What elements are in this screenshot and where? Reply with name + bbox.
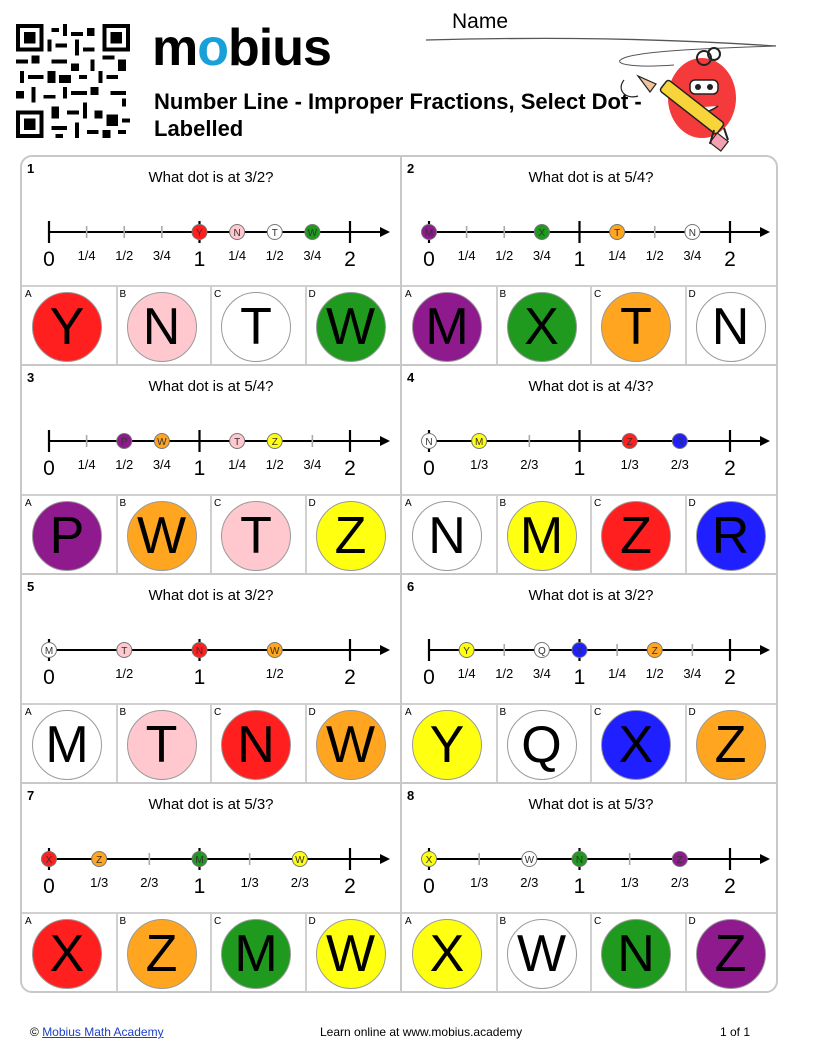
tick-label: 1/4: [457, 666, 476, 681]
dot-letter: Z: [651, 646, 658, 657]
number-line-arrow: [760, 436, 770, 446]
option-label: C: [214, 498, 222, 509]
tick-label: 2/3: [290, 875, 309, 890]
tick-label: 1/3: [470, 875, 489, 890]
option-divider: [590, 287, 592, 364]
option-letter-circle: Z: [127, 919, 197, 989]
tick-label: 1: [193, 248, 206, 271]
worksheet-grid: [20, 155, 778, 993]
option-letter-circle: W: [127, 501, 197, 571]
answer-option[interactable]: [686, 496, 779, 573]
tick-label: 2/3: [140, 875, 159, 890]
problem-number: 6: [407, 579, 415, 594]
option-label: A: [25, 498, 32, 509]
tick-label: 1/3: [620, 457, 639, 472]
number-line-arrow: [380, 854, 390, 864]
tick-label: 1/2: [115, 457, 134, 472]
tick-label: 1/2: [645, 248, 664, 263]
option-label: D: [308, 916, 316, 927]
tick-label: 1/4: [608, 666, 627, 681]
tick-label: 3/4: [683, 248, 702, 263]
tick-label: 2: [344, 875, 356, 898]
number-line-arrow: [760, 645, 770, 655]
number-line: [402, 623, 778, 689]
answer-option[interactable]: [306, 496, 400, 573]
mascot-pencil-character: [616, 40, 746, 160]
dot-letter: Y: [196, 228, 203, 239]
number-line: [22, 623, 400, 689]
option-letter-circle: T: [221, 501, 291, 571]
page-title: Number Line - Improper Fractions, Select Dot - Labelled: [154, 89, 642, 141]
answer-option[interactable]: [591, 705, 685, 782]
dot-letter: M: [474, 437, 484, 448]
number-line-arrow: [760, 227, 770, 237]
problem-number: 5: [27, 579, 35, 594]
dot-letter: Y: [463, 646, 470, 657]
mobius-logo: mobius: [152, 19, 331, 77]
dot-letter: T: [271, 228, 278, 239]
option-label: B: [119, 916, 127, 927]
dot-letter: W: [270, 646, 280, 657]
tick-label: 0: [423, 248, 435, 271]
tick-label: 2: [724, 248, 736, 271]
option-letter-circle: W: [316, 710, 386, 780]
problem-number: 1: [27, 161, 35, 176]
tick-label: 3/4: [683, 666, 702, 681]
option-label: C: [594, 707, 602, 718]
answer-option[interactable]: [591, 496, 685, 573]
dot-letter: P: [120, 437, 128, 448]
tick-label: 0: [423, 666, 435, 689]
option-label: D: [308, 707, 316, 718]
tick-label: 2: [724, 666, 736, 689]
option-divider: [685, 496, 687, 573]
answer-option[interactable]: [591, 914, 685, 991]
option-label: C: [214, 289, 222, 300]
footer-academy-link[interactable]: Mobius Math Academy: [42, 1025, 164, 1039]
option-divider: [590, 705, 592, 782]
tick-label: 1/3: [90, 875, 109, 890]
tick-label: 1/4: [77, 248, 96, 263]
option-divider: [496, 496, 498, 573]
tick-label: 2/3: [520, 457, 539, 472]
dot-letter: W: [307, 228, 318, 239]
tick-label: 2: [724, 457, 736, 480]
answer-option[interactable]: [22, 287, 116, 364]
option-label: D: [688, 289, 696, 300]
option-letter-circle: W: [507, 919, 577, 989]
tick-label: 1: [193, 875, 206, 898]
option-label: B: [499, 498, 507, 509]
option-divider: [210, 496, 212, 573]
problem-question: What dot is at 3/2?: [148, 587, 274, 604]
option-letter-circle: N: [696, 292, 766, 362]
dot-letter: X: [538, 228, 546, 239]
tick-label: 0: [43, 248, 55, 271]
tick-label: 1/3: [240, 875, 259, 890]
answer-option[interactable]: [497, 496, 591, 573]
tick-label: 1/2: [265, 666, 284, 681]
tick-label: 1/4: [608, 248, 627, 263]
option-divider: [210, 287, 212, 364]
answer-option[interactable]: [686, 914, 779, 991]
number-line: [22, 414, 400, 480]
dot-letter: Z: [626, 437, 633, 448]
tick-label: 2: [344, 457, 356, 480]
tick-label: 1/4: [228, 457, 247, 472]
tick-label: 1/2: [495, 248, 514, 263]
tick-label: 3/4: [532, 248, 551, 263]
dot-letter: M: [424, 228, 434, 239]
problem-number: 8: [407, 788, 415, 803]
answer-option[interactable]: [117, 287, 211, 364]
tick-label: 1/4: [77, 457, 96, 472]
problem-card: [22, 366, 400, 575]
answer-option[interactable]: [306, 287, 400, 364]
tick-label: 1/2: [115, 248, 134, 263]
option-letter-circle: Z: [601, 501, 671, 571]
problem-card: [22, 575, 400, 784]
answer-option[interactable]: [686, 705, 779, 782]
footer-page-number: 1 of 1: [720, 1025, 751, 1039]
tick-label: 3/4: [303, 457, 322, 472]
option-letter-circle: M: [412, 292, 482, 362]
dot-letter: X: [45, 855, 53, 866]
problem-card: [22, 157, 400, 366]
answer-option[interactable]: [211, 914, 305, 991]
option-label: A: [405, 916, 412, 927]
problem-question: What dot is at 5/4?: [148, 378, 274, 395]
dot-letter: R: [676, 437, 684, 448]
dot-letter: Z: [96, 855, 103, 866]
option-letter-circle: X: [32, 919, 102, 989]
dot-letter: X: [576, 646, 583, 657]
tick-label: 2: [724, 875, 736, 898]
option-letter-circle: W: [316, 292, 386, 362]
option-label: D: [688, 498, 696, 509]
option-label: A: [25, 289, 32, 300]
number-line: [402, 205, 778, 271]
option-letter-circle: Z: [696, 919, 766, 989]
option-label: A: [405, 289, 412, 300]
answer-option[interactable]: [211, 287, 305, 364]
qr-code: [16, 24, 130, 138]
option-letter-circle: Z: [696, 710, 766, 780]
option-label: D: [688, 707, 696, 718]
answer-option[interactable]: [117, 496, 211, 573]
dot-letter: X: [425, 855, 433, 866]
tick-label: 0: [423, 875, 435, 898]
option-label: C: [594, 916, 602, 927]
option-divider: [496, 914, 498, 991]
tick-label: 0: [43, 666, 55, 689]
option-divider: [685, 914, 687, 991]
dot-letter: N: [575, 855, 584, 866]
number-line-arrow: [380, 436, 390, 446]
option-letter-circle: X: [601, 710, 671, 780]
answer-option[interactable]: [497, 705, 591, 782]
tick-label: 1/2: [265, 457, 284, 472]
option-label: C: [594, 498, 602, 509]
answer-option[interactable]: [497, 287, 591, 364]
tick-label: 3/4: [532, 666, 551, 681]
option-label: B: [119, 707, 127, 718]
option-letter-circle: Q: [507, 710, 577, 780]
option-letter-circle: T: [601, 292, 671, 362]
problem-question: What dot is at 5/3?: [148, 796, 274, 813]
answer-option[interactable]: [211, 496, 305, 573]
number-line-arrow: [380, 227, 390, 237]
problem-number: 2: [407, 161, 415, 176]
problem-question: What dot is at 3/2?: [528, 587, 654, 604]
option-label: A: [25, 707, 32, 718]
problem-card: [402, 575, 778, 784]
number-line: [22, 832, 400, 898]
tick-label: 1/4: [228, 248, 247, 263]
option-letter-circle: N: [601, 919, 671, 989]
tick-label: 3/4: [152, 457, 171, 472]
dot-letter: Q: [537, 646, 546, 657]
dot-letter: W: [524, 855, 535, 866]
answer-option[interactable]: [402, 287, 496, 364]
problem-card: [402, 157, 778, 366]
option-divider: [685, 705, 687, 782]
tick-label: 0: [423, 457, 435, 480]
answer-option[interactable]: [22, 496, 116, 573]
footer-copyright: © Mobius Math Academy: [30, 1025, 164, 1039]
option-letter-circle: N: [221, 710, 291, 780]
tick-label: 2: [344, 666, 356, 689]
tick-label: 0: [43, 457, 55, 480]
tick-label: 1: [193, 457, 206, 480]
answer-option[interactable]: [497, 914, 591, 991]
option-divider: [496, 287, 498, 364]
dot-letter: T: [121, 646, 128, 657]
tick-label: 2/3: [670, 457, 689, 472]
option-label: B: [499, 916, 507, 927]
dot-letter: N: [425, 437, 433, 448]
tick-label: 3/4: [303, 248, 322, 263]
answer-option[interactable]: [591, 287, 685, 364]
problem-card: [402, 366, 778, 575]
answer-option[interactable]: [22, 914, 116, 991]
tick-label: 1/2: [115, 666, 134, 681]
tick-label: 1/2: [645, 666, 664, 681]
option-letter-circle: X: [507, 292, 577, 362]
problem-number: 3: [27, 370, 35, 385]
number-line: [22, 205, 400, 271]
tick-label: 2/3: [670, 875, 689, 890]
option-label: B: [499, 707, 507, 718]
problem-number: 4: [407, 370, 415, 385]
option-letter-circle: Z: [316, 501, 386, 571]
answer-option[interactable]: [402, 914, 496, 991]
option-divider: [305, 705, 307, 782]
name-label: Name: [452, 10, 509, 33]
dot-letter: N: [195, 646, 204, 657]
dot-letter: W: [157, 437, 167, 448]
option-letter-circle: R: [696, 501, 766, 571]
number-line-arrow: [760, 854, 770, 864]
option-divider: [305, 496, 307, 573]
option-label: A: [25, 916, 32, 927]
option-letter-circle: T: [221, 292, 291, 362]
answer-option[interactable]: [306, 705, 400, 782]
number-line-arrow: [380, 645, 390, 655]
option-letter-circle: Y: [412, 710, 482, 780]
number-line: [402, 832, 778, 898]
answer-option[interactable]: [211, 705, 305, 782]
option-label: D: [308, 289, 316, 300]
answer-option[interactable]: [686, 287, 779, 364]
answer-option[interactable]: [402, 496, 496, 573]
dot-letter: T: [614, 228, 621, 239]
option-label: C: [214, 916, 222, 927]
option-letter-circle: N: [412, 501, 482, 571]
option-label: D: [308, 498, 316, 509]
dot-letter: N: [688, 228, 696, 239]
option-label: A: [405, 707, 412, 718]
option-label: C: [214, 707, 222, 718]
option-letter-circle: M: [32, 710, 102, 780]
tick-label: 1: [573, 666, 586, 689]
tick-label: 1/3: [470, 457, 489, 472]
option-divider: [590, 914, 592, 991]
answer-option[interactable]: [117, 914, 211, 991]
dot-letter: Z: [271, 437, 278, 448]
problem-card: [22, 784, 400, 993]
tick-label: 2/3: [520, 875, 539, 890]
option-letter-circle: W: [316, 919, 386, 989]
tick-label: 1: [573, 457, 586, 480]
dot-letter: Z: [676, 855, 683, 866]
tick-label: 1: [573, 248, 586, 271]
option-label: D: [688, 916, 696, 927]
option-letter-circle: M: [221, 919, 291, 989]
number-line: [402, 414, 778, 480]
option-letter-circle: P: [32, 501, 102, 571]
option-label: B: [119, 498, 127, 509]
option-divider: [590, 496, 592, 573]
tick-label: 0: [43, 875, 55, 898]
footer-learn-online: Learn online at www.mobius.academy: [320, 1025, 523, 1039]
answer-option[interactable]: [117, 705, 211, 782]
problem-question: What dot is at 5/3?: [528, 796, 654, 813]
answer-option[interactable]: [306, 914, 400, 991]
option-label: B: [119, 289, 127, 300]
problem-question: What dot is at 3/2?: [148, 169, 274, 186]
option-label: A: [405, 498, 412, 509]
tick-label: 1: [193, 666, 206, 689]
option-letter-circle: X: [412, 919, 482, 989]
problem-card: [402, 784, 778, 993]
option-divider: [305, 287, 307, 364]
option-letter-circle: Y: [32, 292, 102, 362]
answer-option[interactable]: [402, 705, 496, 782]
option-label: C: [594, 289, 602, 300]
tick-label: 2: [344, 248, 356, 271]
problem-question: What dot is at 4/3?: [528, 378, 654, 395]
problem-question: What dot is at 5/4?: [528, 169, 654, 186]
option-label: B: [499, 289, 507, 300]
option-divider: [210, 705, 212, 782]
option-divider: [210, 914, 212, 991]
option-letter-circle: N: [127, 292, 197, 362]
tick-label: 1/2: [265, 248, 284, 263]
option-divider: [116, 287, 118, 364]
option-divider: [685, 287, 687, 364]
option-divider: [116, 914, 118, 991]
problem-number: 7: [27, 788, 35, 803]
option-divider: [305, 914, 307, 991]
tick-label: 1/2: [495, 666, 514, 681]
answer-option[interactable]: [22, 705, 116, 782]
option-divider: [116, 705, 118, 782]
tick-label: 1/3: [620, 875, 639, 890]
dot-letter: N: [233, 228, 241, 239]
dot-letter: M: [44, 646, 54, 657]
tick-label: 3/4: [152, 248, 171, 263]
option-letter-circle: M: [507, 501, 577, 571]
tick-label: 1/4: [457, 248, 476, 263]
option-letter-circle: T: [127, 710, 197, 780]
dot-letter: W: [295, 855, 305, 866]
option-divider: [496, 705, 498, 782]
dot-letter: T: [234, 437, 241, 448]
option-divider: [116, 496, 118, 573]
dot-letter: M: [195, 855, 204, 866]
tick-label: 1: [573, 875, 586, 898]
